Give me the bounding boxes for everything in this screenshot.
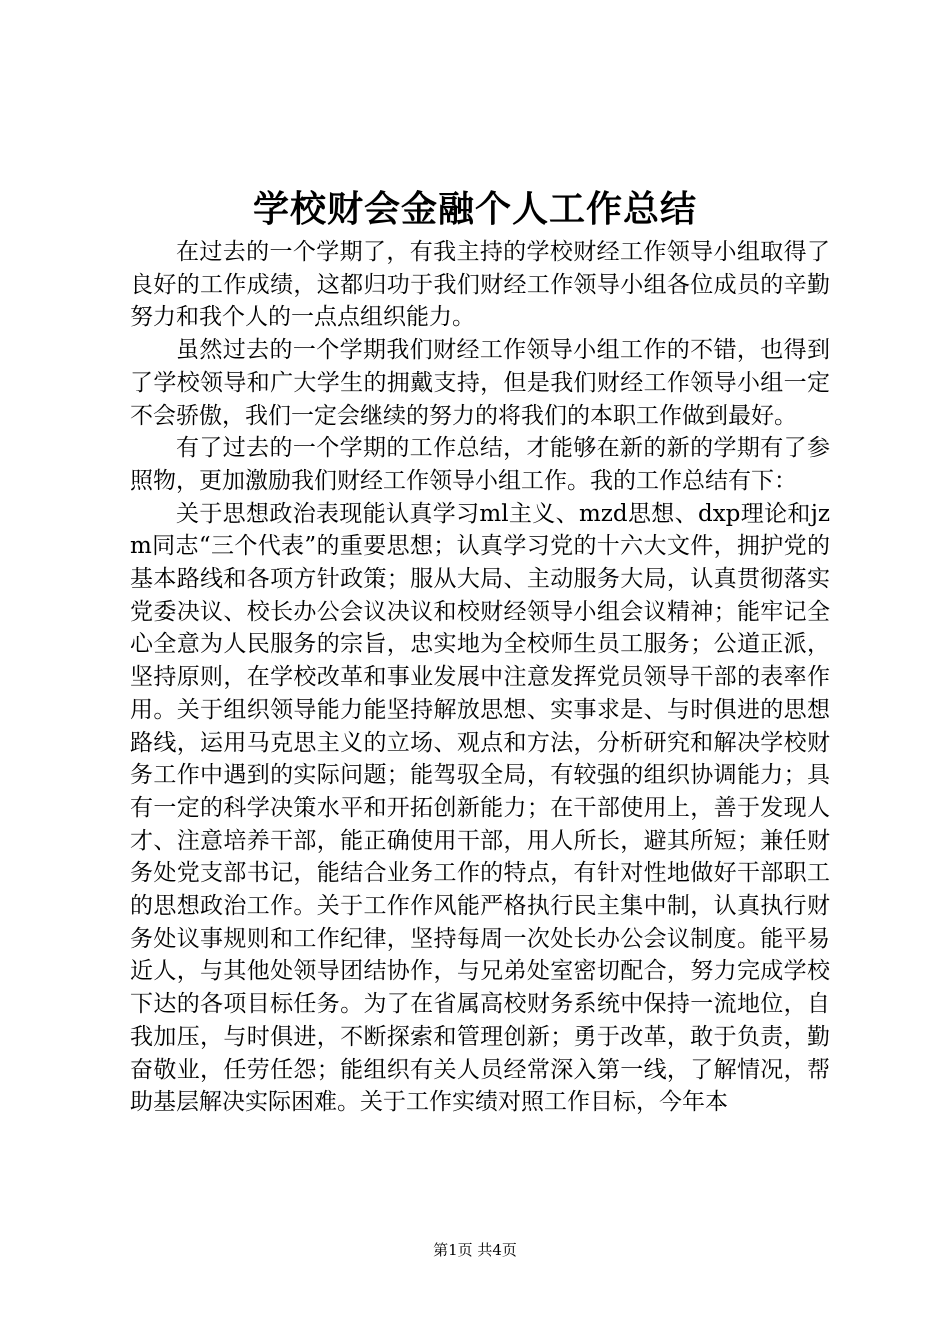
page-number-footer: 第1页 共4页 [433, 1241, 517, 1259]
paragraph: 关于思想政治表现能认真学习ml主义、mzd思想、dxp理论和jzm同志“三个代表”的重要思想；认真学习党的十六大文件，拥护党的基本路线和各项方针政策；服从大局、主动服务大局，认真贯彻落实党委决议、校长办公会议决议和校财经领导小组会议精神；能牢记全心全意为人民服务的宗旨，忠实地为全校师生员工服务；公道正派，坚持原则，在学校改革和事业发展中注意发挥党员领导干部的表率作用。关于组织领导能力能坚持解放思想、实事求是、与时俱进的思想路线，运用马克思主义的立场、观点和方法，分析研究和解决学校财务工作中遇到的实际问题；能驾驭全局，有较强的组织协调能力；具有一定的科学决策水平和开拓创新能力；在干部使用上，善于发现人才、注意培养干部，能正确使用干部，用人所长，避其所短；兼任财务处党支部书记，能结合业务工作的特点，有针对性地做好干部职工的思想政治工作。关于工作作风能严格执行民主集中制，认真执行财务处议事规则和工作纪律，坚持每周一次处长办公会议制度。能平易近人，与其他处领导团结协作，与兄弟处室密切配合，努力完成学校下达的各项目标任务。为了在省属高校财务系统中保持一流地位，自我加压，与时俱进，不断探索和管理创新；勇于改革，敢于负责，勤奋敬业，任劳任怨；能组织有关人员经常深入第一线，了解情况，帮助基层解决实际困难。关于工作实绩对照工作目标，今年本 [130, 500, 830, 1116]
paragraph: 有了过去的一个学期的工作总结，才能够在新的新的学期有了参照物，更加激励我们财经工作领导小组工作。我的工作总结有下： [130, 435, 830, 494]
paragraph: 在过去的一个学期了，有我主持的学校财经工作领导小组取得了良好的工作成绩，这都归功于我们财经工作领导小组各位成员的辛勤努力和我个人的一点点组织能力。 [130, 239, 830, 331]
paragraph: 虽然过去的一个学期我们财经工作领导小组工作的不错，也得到了学校领导和广大学生的拥戴支持，但是我们财经工作领导小组一定不会骄傲，我们一定会继续的努力的将我们的本职工作做到最好。 [130, 337, 830, 429]
document-body [130, 236, 830, 1119]
document-title: 学校财会金融个人工作总结 [252, 188, 697, 230]
